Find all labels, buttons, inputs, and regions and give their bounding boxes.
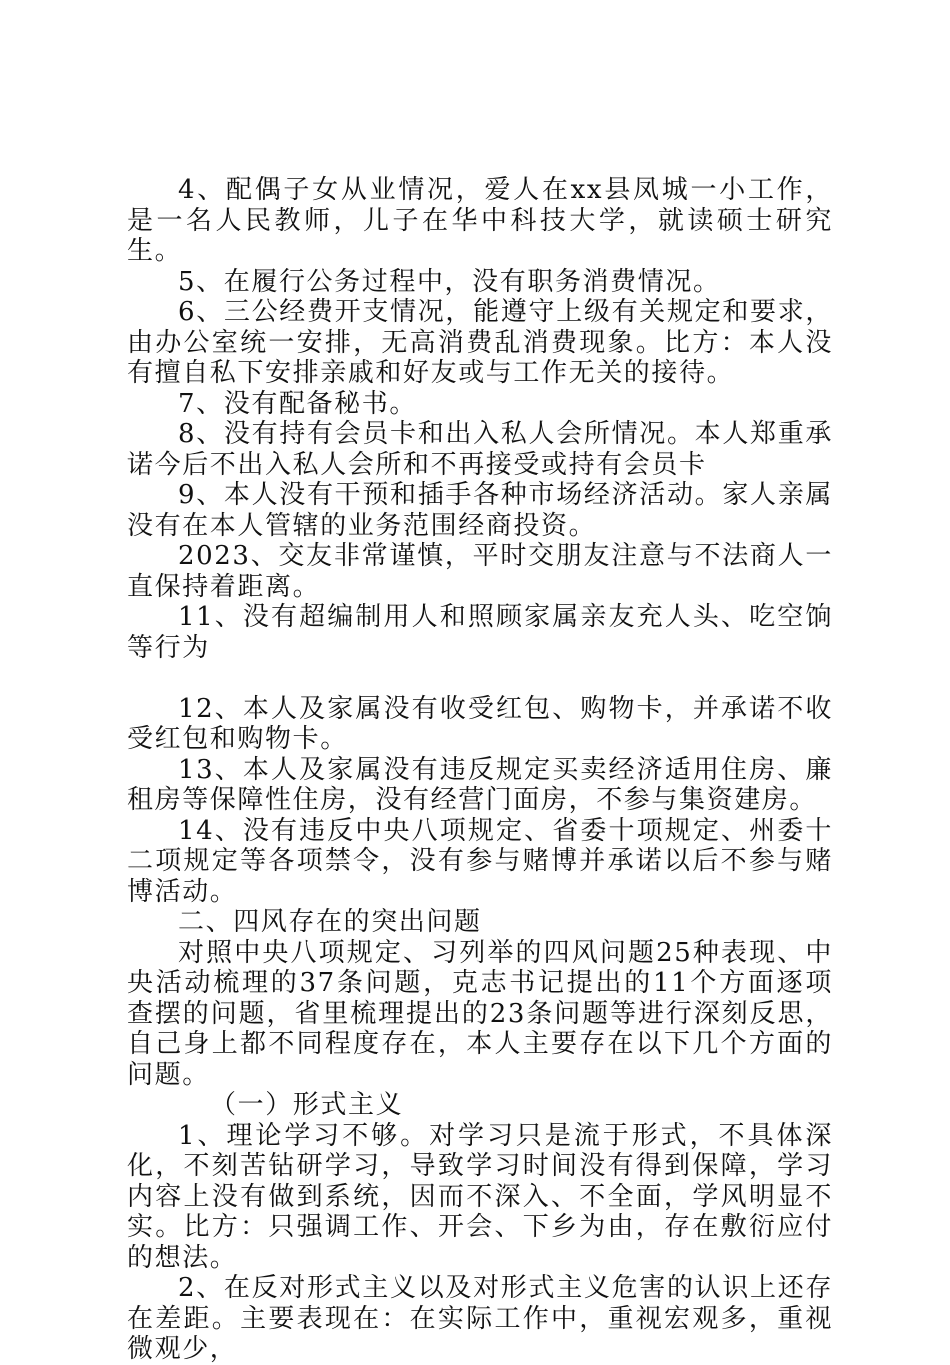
paragraph-item-5: 5、在履行公务过程中，没有职务消费情况。 <box>178 266 721 297</box>
paragraph-problem-1: 1、理论学习不够。对学习只是流于形式，不具体深化，不刻苦钻研学习，导致学习时间没有得到保障，学习内容上没有做到系统，因而不深入、不全面，学风明显不实。比方：只强调工作、开会、下乡为由，存在敷衍应付的想法。 <box>127 1120 833 1273</box>
paragraph-item-4: 4、配偶子女从业情况，爱人在xx县凤城一小工作，是一名人民教师，儿子在华中科技大学，就读硕士研究生。 <box>127 175 833 266</box>
paragraph-item-11: 11、没有超编制用人和照顾家属亲友充人头、吃空饷等行为 <box>127 602 833 663</box>
paragraph-item-13: 13、本人及家属没有违反规定买卖经济适用住房、廉租房等保障性住房，没有经营门面房，不参与集资建房。 <box>127 754 833 815</box>
paragraph-item-10: 2023、交友非常谨慎，平时交朋友注意与不法商人一直保持着距离。 <box>127 541 833 602</box>
paragraph-item-9: 9、本人没有干预和插手各种市场经济活动。家人亲属没有在本人管辖的业务范围经商投资。 <box>127 480 833 541</box>
paragraph-item-14: 14、没有违反中央八项规定、省委十项规定、州委十二项规定等各项禁令，没有参与赌博并承诺以后不参与赌博活动。 <box>127 815 833 907</box>
paragraph-item-6: 6、三公经费开支情况，能遵守上级有关规定和要求，由办公室统一安排，无高消费乱消费现象。比方：本人没有擅自私下安排亲戚和好友或与工作无关的接待。 <box>127 297 833 388</box>
subsection-heading-formalism: （一）形式主义 <box>210 1090 404 1120</box>
section-heading-four-winds: 二、四风存在的突出问题 <box>178 907 482 937</box>
paragraph-problem-2: 2、在反对形式主义以及对形式主义危害的认识上还存在差距。主要表现在：在实际工作中，重视宏观多，重视微观少， <box>127 1273 833 1364</box>
paragraph-reflection: 对照中央八项规定、习列举的四风问题25种表现、中央活动梳理的37条问题，克志书记提出的11个方面逐项查摆的问题，省里梳理提出的23条问题等进行深刻反思，自己身上都不同程度存在，本人主要存在以下几个方面的问题。 <box>127 937 833 1090</box>
paragraph-item-8: 8、没有持有会员卡和出入私人会所情况。本人郑重承诺今后不出入私人会所和不再接受或持有会员卡 <box>127 419 833 480</box>
document-body <box>127 175 833 1365</box>
paragraph-item-7: 7、没有配备秘书。 <box>178 388 417 419</box>
paragraph-item-12: 12、本人及家属没有收受红包、购物卡，并承诺不收受红包和购物卡。 <box>127 693 833 754</box>
